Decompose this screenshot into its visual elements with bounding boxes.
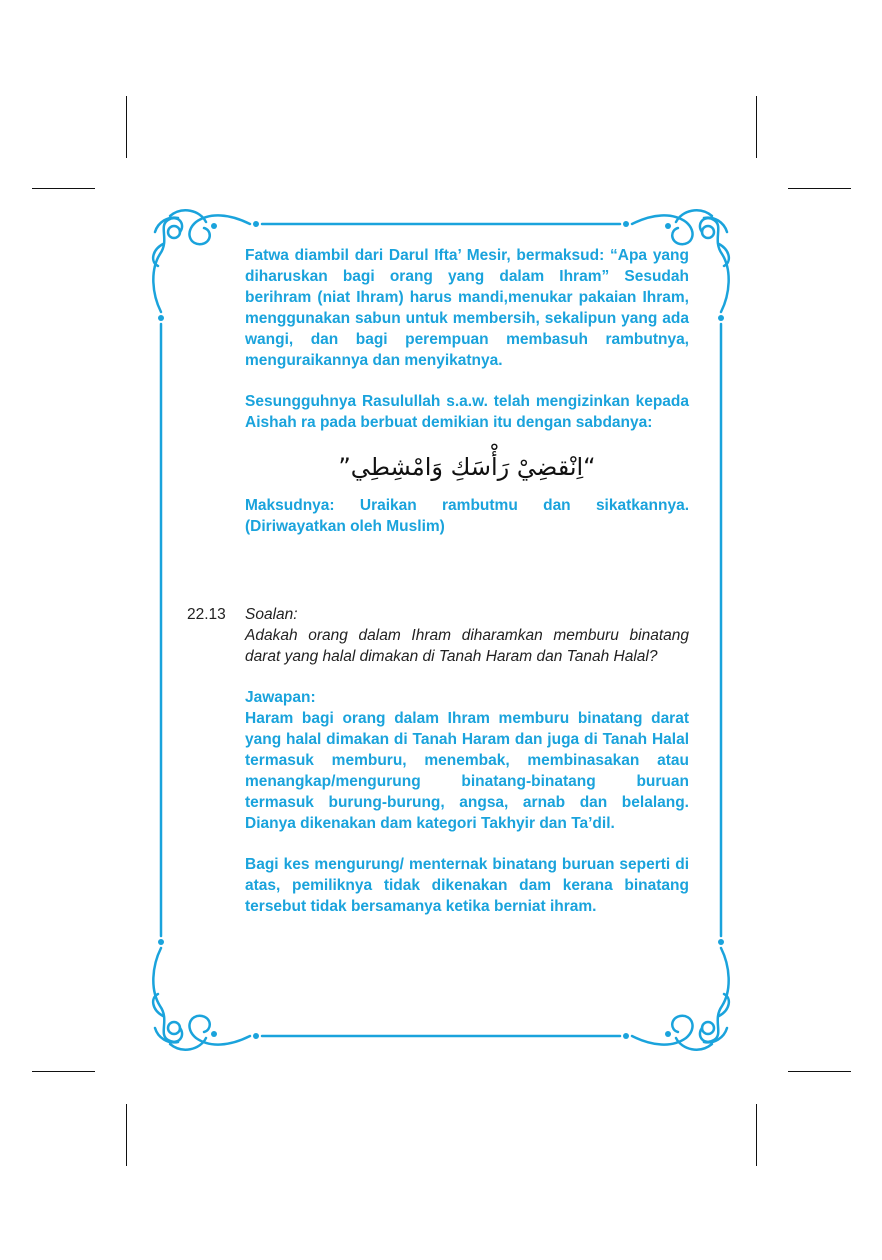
meaning-paragraph: Maksudnya: Uraikan rambutmu dan sikatkannya. (Diriwayatkan oleh Muslim) (245, 497, 689, 535)
answer-label: Jawapan: (245, 689, 316, 706)
question-label: Soalan: (245, 606, 298, 623)
hadith-intro-paragraph: Sesungguhnya Rasulullah s.a.w. telah mengizinkan kepada Aishah ra pada berbuat demikian itu dengan sabdanya: (245, 393, 689, 431)
corner-ornament-top-left (153, 210, 250, 312)
question-number: 22.13 (187, 606, 226, 623)
answer-paragraph-1: Haram bagi orang dalam Ihram memburu binatang darat yang halal dimakan di Tanah Haram dan juga di Tanah Halal termasuk memburu, menembak, membinasakan atau menangkap/mengurung binatang-binatang buruan termasuk burung-burung, angsa, arnab dan belalang. Dianya dikenakan dam kategori Takhyir dan Ta’dil. (245, 710, 689, 832)
question-text: Adakah orang dalam Ihram diharamkan memburu binatang darat yang halal dimakan di Tanah Haram dan Tanah Halal? (245, 627, 689, 665)
arabic-quote: “اِنْقضِيْ رَأْسَكِ وَامْشِطِي” (338, 453, 596, 481)
qa-body (245, 604, 689, 917)
content-block (245, 245, 689, 537)
answer-paragraph-2: Bagi kes mengurung/ menternak binatang buruan seperti di atas, pemiliknya tidak dikenakan dam kerana binatang tersebut tidak bersamanya ketika berniat ihram. (245, 856, 689, 915)
fatwa-paragraph: Fatwa diambil dari Darul Ifta’ Mesir, bermaksud: “Apa yang diharuskan bagi orang yang dalam Ihram” Sesudah berihram (niat Ihram) harus mandi,menukar pakaian Ihram, menggunakan sabun untuk membersih, sekalipun yang ada wangi, dan bagi perempuan membasuh rambutnya, menguraikannya dan menyikatnya. (245, 247, 689, 369)
